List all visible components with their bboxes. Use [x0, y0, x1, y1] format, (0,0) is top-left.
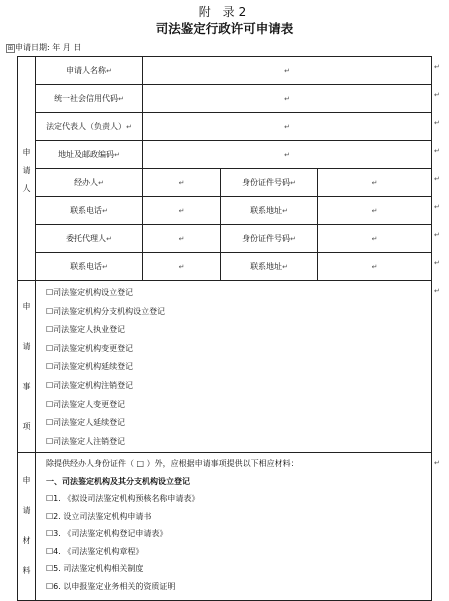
material-checkbox-item[interactable]: ☐6. 以申报鉴定业务相关的资质证明	[46, 581, 176, 591]
row-end-mark: ↵	[434, 63, 440, 71]
matter-checkbox-item[interactable]: ☐司法鉴定机构设立登记	[46, 288, 134, 297]
row-end-mark: ↵	[434, 203, 440, 211]
matter-checkbox-item[interactable]: ☐司法鉴定人注销登记	[46, 436, 126, 446]
address-value[interactable]: ↵	[143, 141, 432, 169]
id-number-value-2[interactable]: ↵	[318, 225, 432, 253]
material-checkbox-item[interactable]: ☐1. 《拟设司法鉴定机构预核名称申请表》	[46, 494, 200, 503]
side-char: 申	[22, 148, 31, 157]
row-applicant-name	[18, 57, 432, 85]
side-char: 请	[22, 166, 31, 175]
row-end-mark: ↵	[434, 147, 440, 155]
legal-rep-value[interactable]: ↵	[143, 113, 432, 141]
page-title: 司法鉴定行政许可申请表	[155, 21, 294, 36]
matters-list	[36, 281, 432, 453]
matter-checkbox-item[interactable]: ☐司法鉴定机构变更登记	[46, 343, 134, 353]
row-handler	[18, 169, 432, 197]
row-end-mark: ↵	[434, 175, 440, 183]
credit-code-value[interactable]: ↵	[143, 85, 432, 113]
material-checkbox-item[interactable]: ☐4. 《司法鉴定机构章程》	[46, 546, 144, 556]
materials-intro: 除提供经办人身份证件（ □ ）外，应根据申请事项提供以下相应材料：	[46, 459, 299, 468]
row-address	[18, 141, 432, 169]
application-form-table	[17, 56, 432, 601]
table-expand-icon[interactable]: ⊞	[7, 44, 14, 52]
row-end-mark: ↵	[434, 91, 440, 99]
contact-address-value-1[interactable]: ↵	[318, 197, 432, 225]
application-date-line: 申请日期: 年 月 日	[15, 43, 82, 52]
handler-label: 经办人↵	[36, 169, 143, 197]
materials-side-label	[18, 453, 36, 601]
row-end-mark: ↵	[434, 259, 440, 267]
row-phone-2	[18, 253, 432, 281]
phone-label-1: 联系电话↵	[36, 197, 143, 225]
material-checkbox-item[interactable]: ☐3. 《司法鉴定机构登记申请表》	[46, 529, 168, 538]
row-end-mark: ↵	[434, 459, 440, 467]
materials-list	[36, 453, 432, 601]
agent-value[interactable]: ↵	[143, 225, 221, 253]
address-label: 地址及邮政编码↵	[36, 141, 143, 169]
matter-checkbox-item[interactable]: ☐司法鉴定机构注销登记	[46, 380, 134, 390]
id-number-label-1: 身份证件号码↵	[221, 169, 318, 197]
side-char: 申	[22, 302, 31, 311]
legal-rep-label: 法定代表人（负责人）↵	[36, 113, 143, 141]
id-number-label-2: 身份证件号码↵	[221, 225, 318, 253]
contact-address-value-2[interactable]: ↵	[318, 253, 432, 281]
credit-code-label: 统一社会信用代码↵	[36, 85, 143, 113]
contact-address-label-2: 联系地址↵	[221, 253, 318, 281]
materials-section-heading: 一、司法鉴定机构及其分支机构设立登记	[46, 476, 190, 486]
matter-checkbox-item[interactable]: ☐司法鉴定机构延续登记	[46, 362, 134, 372]
row-end-mark: ↵	[434, 119, 440, 127]
phone-value-2[interactable]: ↵	[143, 253, 221, 281]
side-char: 请	[22, 342, 31, 351]
side-char: 申	[22, 476, 31, 485]
contact-address-label-1: 联系地址↵	[221, 197, 318, 225]
phone-label-2: 联系电话↵	[36, 253, 143, 281]
side-char: 项	[22, 422, 31, 431]
row-phone-1	[18, 197, 432, 225]
material-checkbox-item[interactable]: ☐2. 设立司法鉴定机构申请书	[46, 511, 152, 521]
matter-checkbox-item[interactable]: ☐司法鉴定机构分支机构设立登记	[46, 306, 166, 316]
row-agent	[18, 225, 432, 253]
side-char: 事	[22, 382, 31, 391]
side-char: 人	[22, 184, 31, 193]
side-char: 料	[22, 566, 31, 575]
matter-checkbox-item[interactable]: ☐司法鉴定人延续登记	[46, 418, 126, 428]
handler-value[interactable]: ↵	[143, 169, 221, 197]
applicant-name-label: 申请人名称↵	[36, 57, 143, 85]
matter-checkbox-item[interactable]: ☐司法鉴定人变更登记	[46, 399, 126, 409]
row-legal-rep	[18, 113, 432, 141]
applicant-name-value[interactable]: ↵	[143, 57, 432, 85]
row-application-matters	[18, 281, 432, 453]
row-application-materials	[18, 453, 432, 601]
matter-checkbox-item[interactable]: ☐司法鉴定人执业登记	[46, 325, 126, 335]
row-end-mark: ↵	[434, 287, 440, 295]
row-credit-code	[18, 85, 432, 113]
side-char: 材	[22, 536, 31, 545]
agent-label: 委托代理人↵	[36, 225, 143, 253]
id-number-value-1[interactable]: ↵	[318, 169, 432, 197]
row-end-mark: ↵	[434, 231, 440, 239]
material-checkbox-item[interactable]: ☐5. 司法鉴定机构相关制度	[46, 564, 144, 573]
matters-side-label	[18, 281, 36, 453]
side-char: 请	[22, 506, 31, 515]
phone-value-1[interactable]: ↵	[143, 197, 221, 225]
appendix-label: 附 录2	[198, 5, 251, 19]
applicant-side-label	[18, 57, 36, 281]
